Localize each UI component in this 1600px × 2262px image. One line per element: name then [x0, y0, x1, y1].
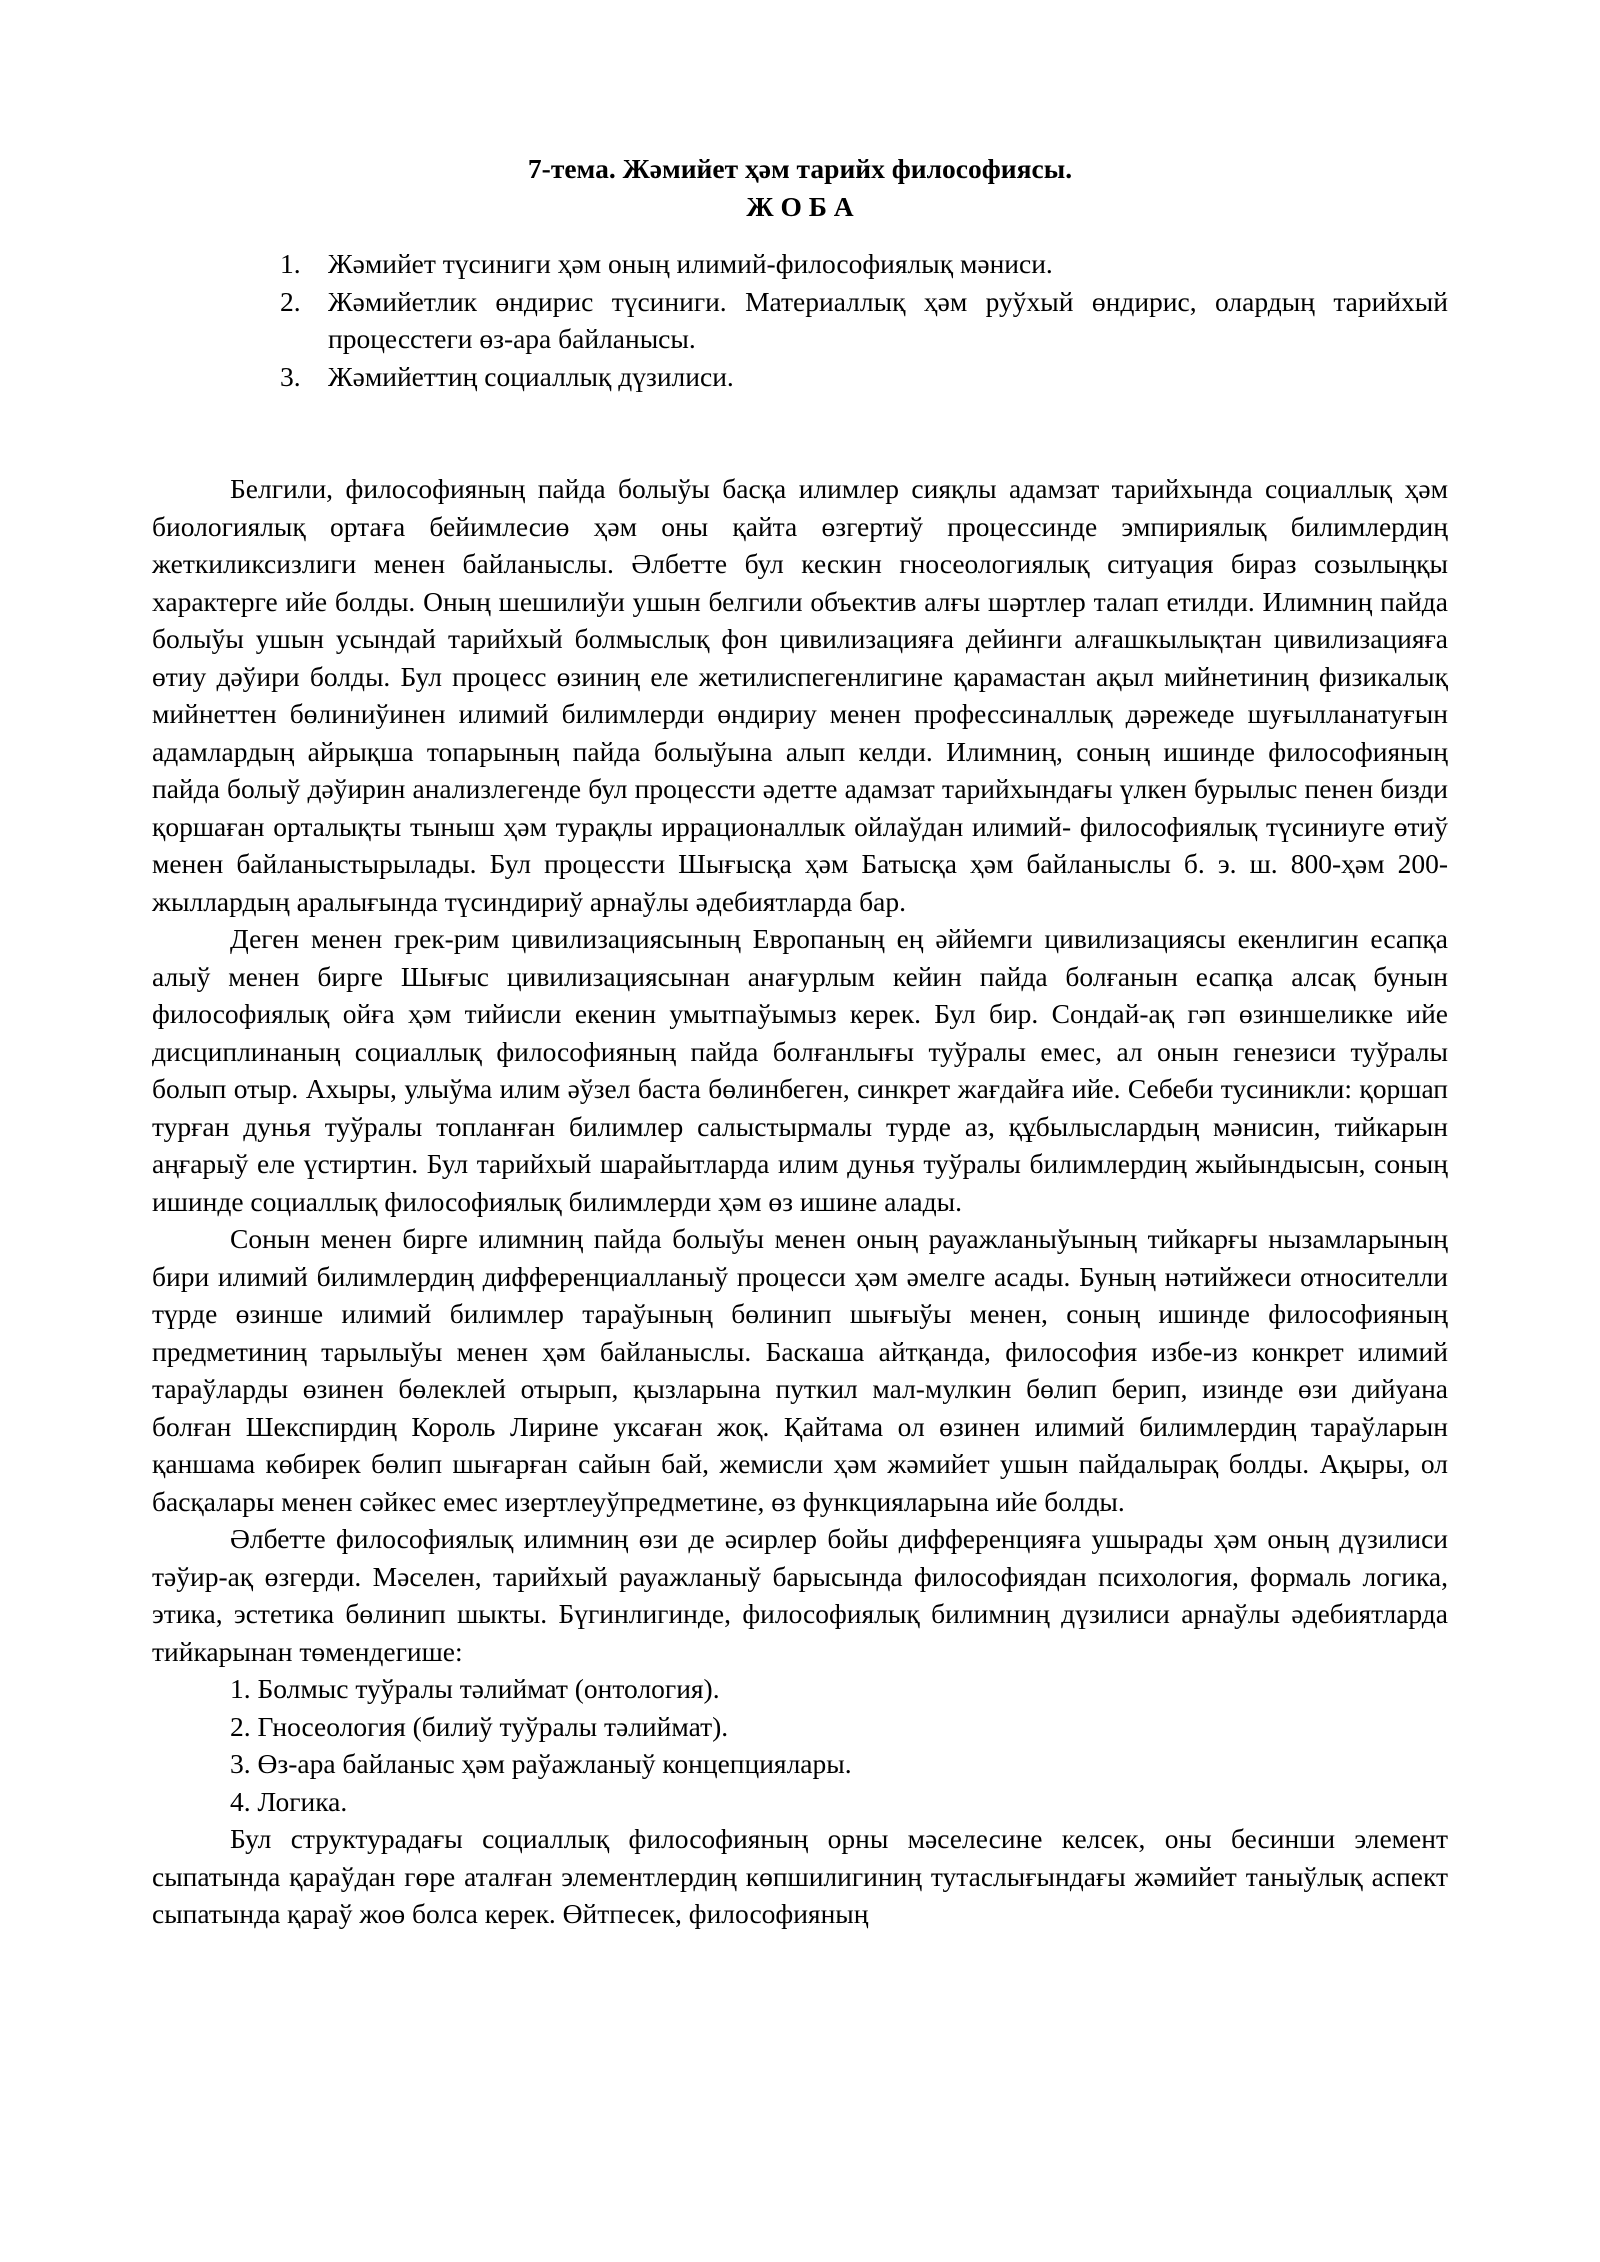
plan-item-text: Жәмийет түсиниги ҳәм оның илимий-философиялық мәниси.	[328, 248, 1053, 279]
plan-item	[152, 283, 1448, 358]
structure-list-item: 3. Өз-ара байланыс ҳәм раўажланыў концепциялары.	[230, 1748, 852, 1779]
document-body	[152, 470, 1448, 1933]
plan-list	[152, 245, 1448, 395]
plan-item	[152, 358, 1448, 396]
plan-item	[152, 245, 1448, 283]
paragraph: Әлбетте философиялық илимниң өзи де әсирлер бойы дифференцияға ушырады ҳәм оның дүзилиси тәўир-ақ өзгерди. Мәселен, тарийхый рауажланыў барысында философиядан психология, формаль логика, этика, эстетика бөлинип шыкты. Бүгинлигинде, философиялық билимниң дүзилиси арнаўлы әдебиятларда тийкарынан төмендегише:	[152, 1523, 1448, 1667]
document-title: 7-тема. Жәмийет ҳәм тарийх философиясы.	[527, 153, 1073, 184]
paragraph: Бул структурадағы социаллық философияның орны мәселесине келсек, оны бесинши элемент сыпатында қараўдан гөре аталған элементлердиң көпшилигиниң тутаслығындағы жәмийет таныўлық аспект сыпатында қараў жоө болса керек. Өйтпесек, философияның	[152, 1823, 1448, 1929]
paragraph: Деген менен грек-рим цивилизациясының Европаның ең әййемги цивилизациясы екенлигин есапқа алыў менен бирге Шығыс цивилизациясынан анағурлым кейин пайда болғанын есапқа алсақ бунын философиялық ойға ҳәм тийисли екенин умытпаўымыз керек. Бул бир. Сондай-ақ гәп өзиншеликке ийе дисциплинаның социаллық философияның пайда болғанлығы туўралы емес, ал онын генезиси туўралы болып отыр. Ахыры, улыўма илим әўзел баста бөлинбеген, синкрет жағдайға ийе. Себеби тусиникли: қоршап турған дунья туўралы топланған билимлер салыстырмалы турде аз, құбылыслардың мәнисин, тийкарын аңғарыў еле үстиртин. Бул тарийхый шарайытларда илим дунья туўралы билимлердиң жыйындысын, соның ишинде социаллық философиялық билимлерди ҳәм өз ишине алады.	[152, 923, 1448, 1217]
plan-heading: Ж О Б А	[746, 190, 854, 222]
paragraph: Белгили, философияның пайда болыўы басқа илимлер сияқлы адамзат тарийхында социаллық ҳәм биологиялық ортаға бейимлесиө ҳәм оны қайта өзгертиў процессинде эмпириялық билимлердиң жеткиликсизлиги менен байланыслы. Әлбетте бул кескин гносеологиялық ситуация бираз созылыңқы характерге ийе болды. Оның шешилиўи ушын белгили объектив алғы шәртлер талап етилди. Илимниң пайда болыўы ушын усындай тарийхый болмыслық фон цивилизацияға дейинги алғашкылықтан цивилизацияға өтиу дәўири болды. Бул процесс өзиниң еле жетилиспегенлигине қарамастан ақыл мийнетиниң физикалық мийнеттен бөлиниўинен илимий билимлерди өндириу менен профессиналлық дәрежеде шуғылланатуғын адамлардың айрықша топарының пайда болыўына алып келди. Илимниң, соның ишинде философияның пайда болыў дәўирин анализлегенде бул процессти әдетте адамзат тарийхындағы үлкен бурылыс пенен бизди қоршаған орталықты тыныш ҳәм турақлы иррационаллык ойлаўдан илимий- философиялық түсиниуге өтиў менен байланыстырылады. Бул процессти Шығысқа ҳәм Батысқа ҳәм байланыслы б. э. ш. 800-ҳәм 200- жыллардың аралығында түсиндириў арнаўлы әдебиятларда бар.	[152, 473, 1448, 917]
plan-item-text: Жәмийеттиң социаллық дүзилиси.	[328, 360, 734, 392]
plan-item-number: 2.	[280, 285, 301, 317]
structure-list-item: 1. Болмыс туўралы тәлиймат (онтология).	[230, 1673, 720, 1704]
plan-item-text: Жәмийетлик өндирис түсиниги. Материаллық ҳәм руўхый өндирис, олардың тарийхый процесстеги өз-ара байланысы.	[328, 285, 1448, 354]
paragraph: Сонын менен бирге илимниң пайда болыўы менен оның рауажланыўының тийкарғы нызамларының бири илимий билимлердиң дифференциалланыў процесси ҳәм әмелге асады. Буның нәтийжеси относителли түрде өзинше илимий билимлер тараўының бөлинип шығыўы менен, соның ишинде философияның предметиниң тарылыўы менен ҳәм байланыслы. Баскаша айтқанда, философия избе-из конкрет илимий тараўларды өзинен бөлеклей отырып, қызларына путкил мал-мулкин бөлип берип, изинде өзи дийуана болған Шекспирдиң Король Лирине уксаған жоқ. Қайтама ол өзинен илимий билимлердиң тараўларын қаншама көбирек бөлип шығарған сайын бай, жемисли ҳәм жәмийет ушын пайдалырақ болды. Ақыры, ол басқалары менен сәйкес емес изертлеуўпредметине, өз функцияларына ийе болды.	[152, 1223, 1448, 1517]
plan-item-number: 3.	[280, 360, 301, 392]
structure-list-item: 4. Логика.	[230, 1785, 348, 1817]
document-page	[152, 150, 1448, 1933]
plan-item-number: 1.	[280, 248, 301, 279]
structure-list-item: 2. Гносеология (билиў туўралы тәлиймат).	[230, 1710, 729, 1742]
